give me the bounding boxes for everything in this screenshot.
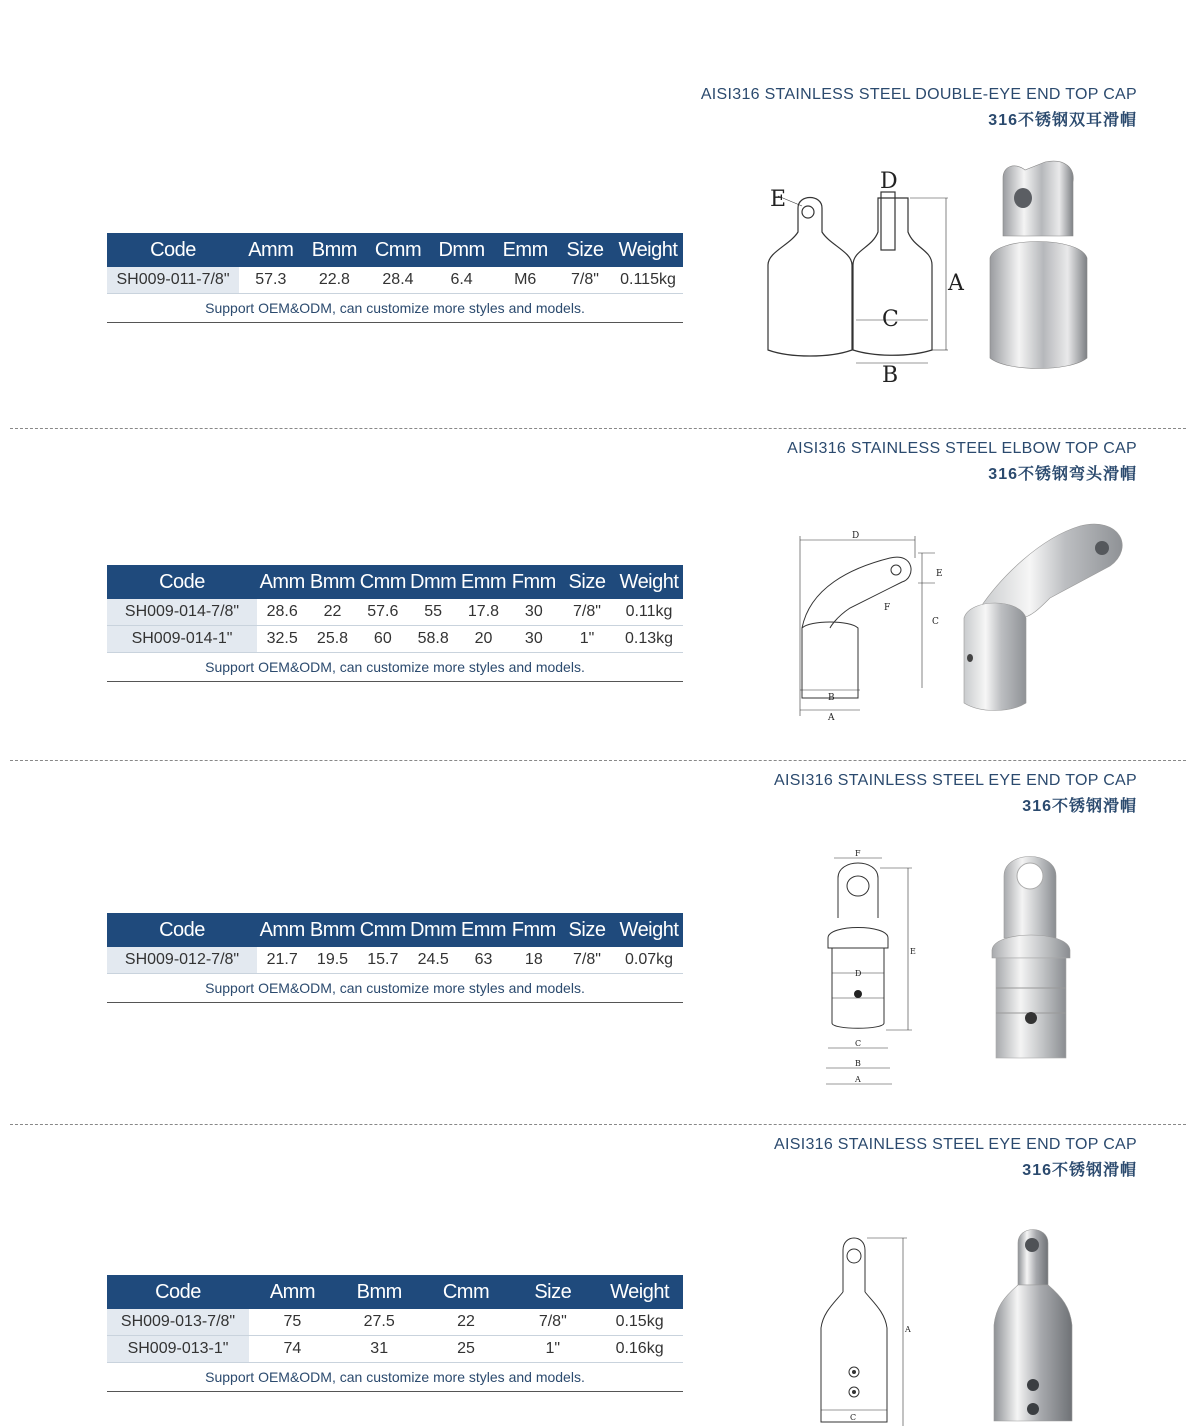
header-cell: Size bbox=[559, 913, 615, 947]
code-cell: SH009-013-7/8" bbox=[107, 1309, 249, 1336]
table-header-row bbox=[107, 913, 683, 947]
header-cell: Emm bbox=[458, 565, 508, 599]
table-cell: 30 bbox=[509, 599, 559, 626]
header-cell: Cmm bbox=[358, 913, 408, 947]
table-cell: 75 bbox=[249, 1309, 336, 1336]
header-cell: Bmm bbox=[303, 233, 367, 267]
table-cell: 57.6 bbox=[358, 599, 408, 626]
diagram-label: A bbox=[855, 1075, 861, 1084]
table-cell: 55 bbox=[408, 599, 458, 626]
table-row bbox=[107, 1309, 683, 1336]
long-eye-cap-diagram bbox=[815, 1232, 925, 1428]
header-cell: Emm bbox=[458, 913, 508, 947]
table-header-row bbox=[107, 233, 683, 267]
header-cell: Code bbox=[107, 233, 239, 267]
table-cell: 18 bbox=[509, 947, 559, 974]
table-row bbox=[107, 626, 683, 653]
diagram-label: E bbox=[910, 947, 916, 956]
diagram-label: C bbox=[850, 1413, 857, 1422]
table-cell: 0.15kg bbox=[596, 1309, 683, 1336]
table-cell: 19.5 bbox=[307, 947, 357, 974]
diagram-label: D bbox=[852, 531, 860, 541]
support-row bbox=[107, 294, 683, 323]
header-cell: Bmm bbox=[307, 913, 357, 947]
header-cell: Emm bbox=[493, 233, 557, 267]
table-cell: 63 bbox=[458, 947, 508, 974]
diagram-label: B bbox=[855, 1059, 861, 1068]
table-cell: 1" bbox=[509, 1336, 596, 1363]
diagram-label: A bbox=[905, 1325, 911, 1334]
header-cell: Weight bbox=[596, 1275, 683, 1309]
table-cell: 7/8" bbox=[509, 1309, 596, 1336]
diagram-label: A bbox=[828, 713, 835, 723]
header-cell: Cmm bbox=[423, 1275, 510, 1309]
section-4-title-en: AISI316 STAINLESS STEEL EYE END TOP CAP bbox=[774, 1136, 1137, 1153]
table-cell: 22.8 bbox=[303, 267, 367, 294]
table-cell: 22 bbox=[307, 599, 357, 626]
section-1-title-cn: 316不锈钢双耳滑帽 bbox=[988, 112, 1137, 129]
table-cell: 25 bbox=[423, 1336, 510, 1363]
header-cell: Code bbox=[107, 565, 257, 599]
diagram-label: E bbox=[936, 569, 943, 579]
table-cell: 31 bbox=[336, 1336, 423, 1363]
spec-table-2 bbox=[107, 565, 683, 682]
table-cell: 7/8" bbox=[559, 599, 615, 626]
header-cell: Size bbox=[509, 1275, 596, 1309]
elbow-cap-diagram bbox=[790, 528, 950, 728]
header-cell: Weight bbox=[615, 565, 683, 599]
diagram-label: B bbox=[828, 693, 835, 703]
table-cell: 60 bbox=[358, 626, 408, 653]
section-divider bbox=[10, 760, 1186, 761]
diagram-label: B bbox=[882, 363, 899, 388]
header-cell: Amm bbox=[249, 1275, 336, 1309]
table-header-row bbox=[107, 1275, 683, 1309]
support-row bbox=[107, 974, 683, 1003]
section-divider bbox=[10, 1124, 1186, 1125]
header-cell: Code bbox=[107, 913, 257, 947]
table-cell: 7/8" bbox=[559, 947, 615, 974]
diagram-label: D bbox=[880, 169, 898, 194]
diagram-label: E bbox=[770, 187, 787, 212]
table-row bbox=[107, 267, 683, 294]
header-cell: Bmm bbox=[336, 1275, 423, 1309]
code-cell: SH009-012-7/8" bbox=[107, 947, 257, 974]
header-cell: Amm bbox=[257, 913, 307, 947]
diagram-label: A bbox=[948, 271, 964, 296]
table-cell: M6 bbox=[493, 267, 557, 294]
table-header-row bbox=[107, 565, 683, 599]
eye-end-cap-diagram bbox=[820, 848, 930, 1088]
table-cell: 28.4 bbox=[366, 267, 430, 294]
table-cell: 21.7 bbox=[257, 947, 307, 974]
diagram-label: D bbox=[855, 969, 862, 978]
diagram-label: F bbox=[884, 603, 891, 613]
table-cell: 1" bbox=[559, 626, 615, 653]
section-1-title-en: AISI316 STAINLESS STEEL DOUBLE-EYE END TOP CAP bbox=[700, 86, 1137, 103]
code-cell: SH009-014-7/8" bbox=[107, 599, 257, 626]
spec-table-3 bbox=[107, 913, 683, 1003]
header-cell: Code bbox=[107, 1275, 249, 1309]
section-divider bbox=[10, 428, 1186, 429]
header-cell: Dmm bbox=[408, 565, 458, 599]
diagram-label: C bbox=[882, 307, 899, 332]
header-cell: Amm bbox=[239, 233, 303, 267]
section-4-title-cn: 316不锈钢滑帽 bbox=[1022, 1162, 1137, 1179]
table-cell: 28.6 bbox=[257, 599, 307, 626]
section-2-title-en: AISI316 STAINLESS STEEL ELBOW TOP CAP bbox=[787, 440, 1137, 457]
support-note: Support OEM&ODM, can customize more styles and models. bbox=[107, 653, 683, 682]
table-cell: 0.13kg bbox=[615, 626, 683, 653]
table-cell: 58.8 bbox=[408, 626, 458, 653]
support-note: Support OEM&ODM, can customize more styles and models. bbox=[107, 294, 683, 323]
header-cell: Bmm bbox=[307, 565, 357, 599]
table-cell: 0.16kg bbox=[596, 1336, 683, 1363]
table-cell: 30 bbox=[509, 626, 559, 653]
diagram-label: F bbox=[855, 849, 861, 858]
spec-table-4 bbox=[107, 1275, 683, 1392]
double-eye-cap-photo bbox=[985, 158, 1095, 373]
header-cell: Dmm bbox=[408, 913, 458, 947]
header-cell: Dmm bbox=[430, 233, 494, 267]
code-cell: SH009-013-1" bbox=[107, 1336, 249, 1363]
code-cell: SH009-011-7/8" bbox=[107, 267, 239, 294]
header-cell: Cmm bbox=[366, 233, 430, 267]
header-cell: Size bbox=[559, 565, 615, 599]
spec-table-1 bbox=[107, 233, 683, 323]
header-cell: Amm bbox=[257, 565, 307, 599]
table-cell: 25.8 bbox=[307, 626, 357, 653]
table-cell: 6.4 bbox=[430, 267, 494, 294]
table-cell: 7/8" bbox=[557, 267, 613, 294]
header-cell: Weight bbox=[613, 233, 683, 267]
section-3-title-en: AISI316 STAINLESS STEEL EYE END TOP CAP bbox=[774, 772, 1137, 789]
support-note: Support OEM&ODM, can customize more styles and models. bbox=[107, 1363, 683, 1392]
table-cell: 27.5 bbox=[336, 1309, 423, 1336]
elbow-cap-photo bbox=[960, 518, 1130, 718]
diagram-label: C bbox=[932, 617, 939, 627]
diagram-label: C bbox=[855, 1039, 862, 1048]
table-row bbox=[107, 1336, 683, 1363]
table-cell: 0.115kg bbox=[613, 267, 683, 294]
long-eye-cap-photo bbox=[990, 1225, 1080, 1425]
eye-end-cap-photo bbox=[990, 848, 1072, 1068]
table-cell: 20 bbox=[458, 626, 508, 653]
section-3-title-cn: 316不锈钢滑帽 bbox=[1022, 798, 1137, 815]
table-row bbox=[107, 599, 683, 626]
header-cell: Weight bbox=[615, 913, 683, 947]
table-cell: 0.07kg bbox=[615, 947, 683, 974]
code-cell: SH009-014-1" bbox=[107, 626, 257, 653]
header-cell: Cmm bbox=[358, 565, 408, 599]
table-cell: 22 bbox=[423, 1309, 510, 1336]
header-cell: Size bbox=[557, 233, 613, 267]
support-note: Support OEM&ODM, can customize more styles and models. bbox=[107, 974, 683, 1003]
table-cell: 0.11kg bbox=[615, 599, 683, 626]
double-eye-cap-diagram bbox=[760, 160, 970, 390]
table-row bbox=[107, 947, 683, 974]
table-cell: 24.5 bbox=[408, 947, 458, 974]
table-cell: 17.8 bbox=[458, 599, 508, 626]
table-cell: 74 bbox=[249, 1336, 336, 1363]
support-row bbox=[107, 653, 683, 682]
table-cell: 15.7 bbox=[358, 947, 408, 974]
table-cell: 32.5 bbox=[257, 626, 307, 653]
section-2-title-cn: 316不锈钢弯头滑帽 bbox=[988, 466, 1137, 483]
support-row bbox=[107, 1363, 683, 1392]
header-cell: Fmm bbox=[509, 565, 559, 599]
header-cell: Fmm bbox=[509, 913, 559, 947]
table-cell: 57.3 bbox=[239, 267, 303, 294]
